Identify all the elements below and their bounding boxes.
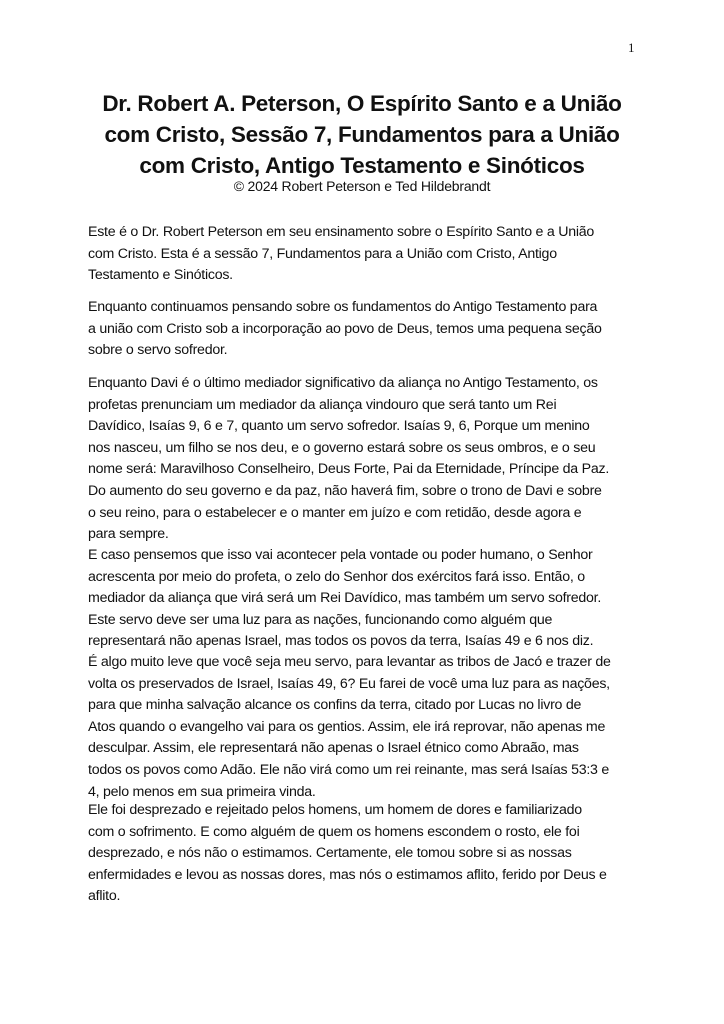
paragraph-line: todos os povos como Adão. Ele não virá como um rei reinante, mas será Isaías 53:3 e (88, 761, 610, 778)
paragraph-line: para sempre. (88, 526, 169, 543)
paragraph-line: aflito. (88, 888, 121, 905)
paragraph-line: representará não apenas Israel, mas todos os povos da terra, Isaías 49 e 6 nos diz. (88, 633, 594, 650)
title-line: com Cristo, Antigo Testamento e Sinóticos (139, 153, 585, 178)
paragraph-line: Atos quando o evangelho vai para os gentios. Assim, ele irá reprovar, não apenas me (88, 718, 606, 735)
paragraph-line: Davídico, Isaías 9, 6 e 7, quanto um servo sofredor. Isaías 9, 6, Porque um menino (88, 418, 590, 435)
paragraph-line: com Cristo. Esta é a sessão 7, Fundamentos para a União com Cristo, Antigo (88, 245, 557, 262)
paragraph (88, 222, 594, 287)
paragraph-line: enfermidades e levou as nossas dores, mas nós o estimamos aflito, ferido por Deus e (88, 866, 607, 883)
paragraph-line: acrescenta por meio do profeta, o zelo do Senhor dos exércitos fará isso. Então, o (88, 568, 585, 585)
paragraph-line: mediador da aliança que virá será um Rei Davídico, mas também um servo sofredor. (88, 590, 602, 607)
paragraph (88, 800, 607, 908)
title-line: com Cristo, Sessão 7, Fundamentos para a União (104, 122, 620, 147)
paragraph-line: nos nasceu, um filho se nos deu, e o governo estará sobre os seus ombros, e o seu (88, 439, 596, 456)
paragraph-line: com o sofrimento. E como alguém de quem os homens escondem o rosto, ele foi (88, 823, 580, 840)
paragraph-line: Do aumento do seu governo e da paz, não haverá fim, sobre o trono de Davi e sobre (88, 482, 602, 499)
paragraph-line: o seu reino, para o estabelecer e o manter em juízo e com retidão, desde agora e (88, 504, 582, 521)
paragraph-line: a união com Cristo sob a incorporação ao povo de Deus, temos uma pequena seção (88, 320, 602, 337)
paragraph-line: Este servo deve ser uma luz para as nações, funcionando como alguém que (88, 611, 553, 628)
paragraph-line: volta os preservados de Israel, Isaías 49, 6? Eu farei de você uma luz para as nações, (88, 675, 610, 692)
page-number: 1 (628, 40, 635, 55)
paragraph-line: Ele foi desprezado e rejeitado pelos homens, um homem de dores e familiarizado (88, 802, 582, 818)
copyright-line: © 2024 Robert Peterson e Ted Hildebrandt (233, 178, 491, 194)
paragraph-line: nome será: Maravilhoso Conselheiro, Deus Forte, Pai da Eternidade, Príncipe da Paz. (88, 461, 610, 478)
paragraph-line: desprezado, e nós não o estimamos. Certamente, ele tomou sobre si as nossas (88, 845, 572, 862)
title-line: Dr. Robert A. Peterson, O Espírito Santo e a União (102, 91, 622, 116)
paragraph-line: Enquanto continuamos pensando sobre os fundamentos do Antigo Testamento para (88, 299, 598, 315)
paragraph-line: sobre o servo sofredor. (88, 342, 228, 359)
paragraph-line: desculpar. Assim, ele representará não apenas o Israel étnico como Abraão, mas (88, 740, 579, 757)
paragraph-line: E caso pensemos que isso vai acontecer pela vontade ou poder humano, o Senhor (88, 547, 593, 563)
paragraph (88, 545, 601, 653)
paragraph-line: Testamento e Sinóticos. (88, 267, 233, 284)
paragraph-line: 4, pelo menos em sua primeira vinda. (88, 783, 316, 800)
paragraph-line: É algo muito leve que você seja meu servo, para levantar as tribos de Jacó e trazer de (88, 654, 611, 670)
paragraph-line: Este é o Dr. Robert Peterson em seu ensinamento sobre o Espírito Santo e a União (88, 224, 595, 240)
document-title (0, 88, 724, 181)
paragraph-line: Enquanto Davi é o último mediador significativo da aliança no Antigo Testamento, os (88, 375, 598, 391)
paragraph-line: profetas prenunciam um mediador da aliança vindouro que será tanto um Rei (88, 396, 557, 413)
paragraph (88, 652, 611, 803)
paragraph-line: para que minha salvação alcance os confins da terra, citado por Lucas no livro de (88, 697, 582, 714)
paragraph (88, 297, 602, 362)
paragraph (88, 373, 609, 546)
